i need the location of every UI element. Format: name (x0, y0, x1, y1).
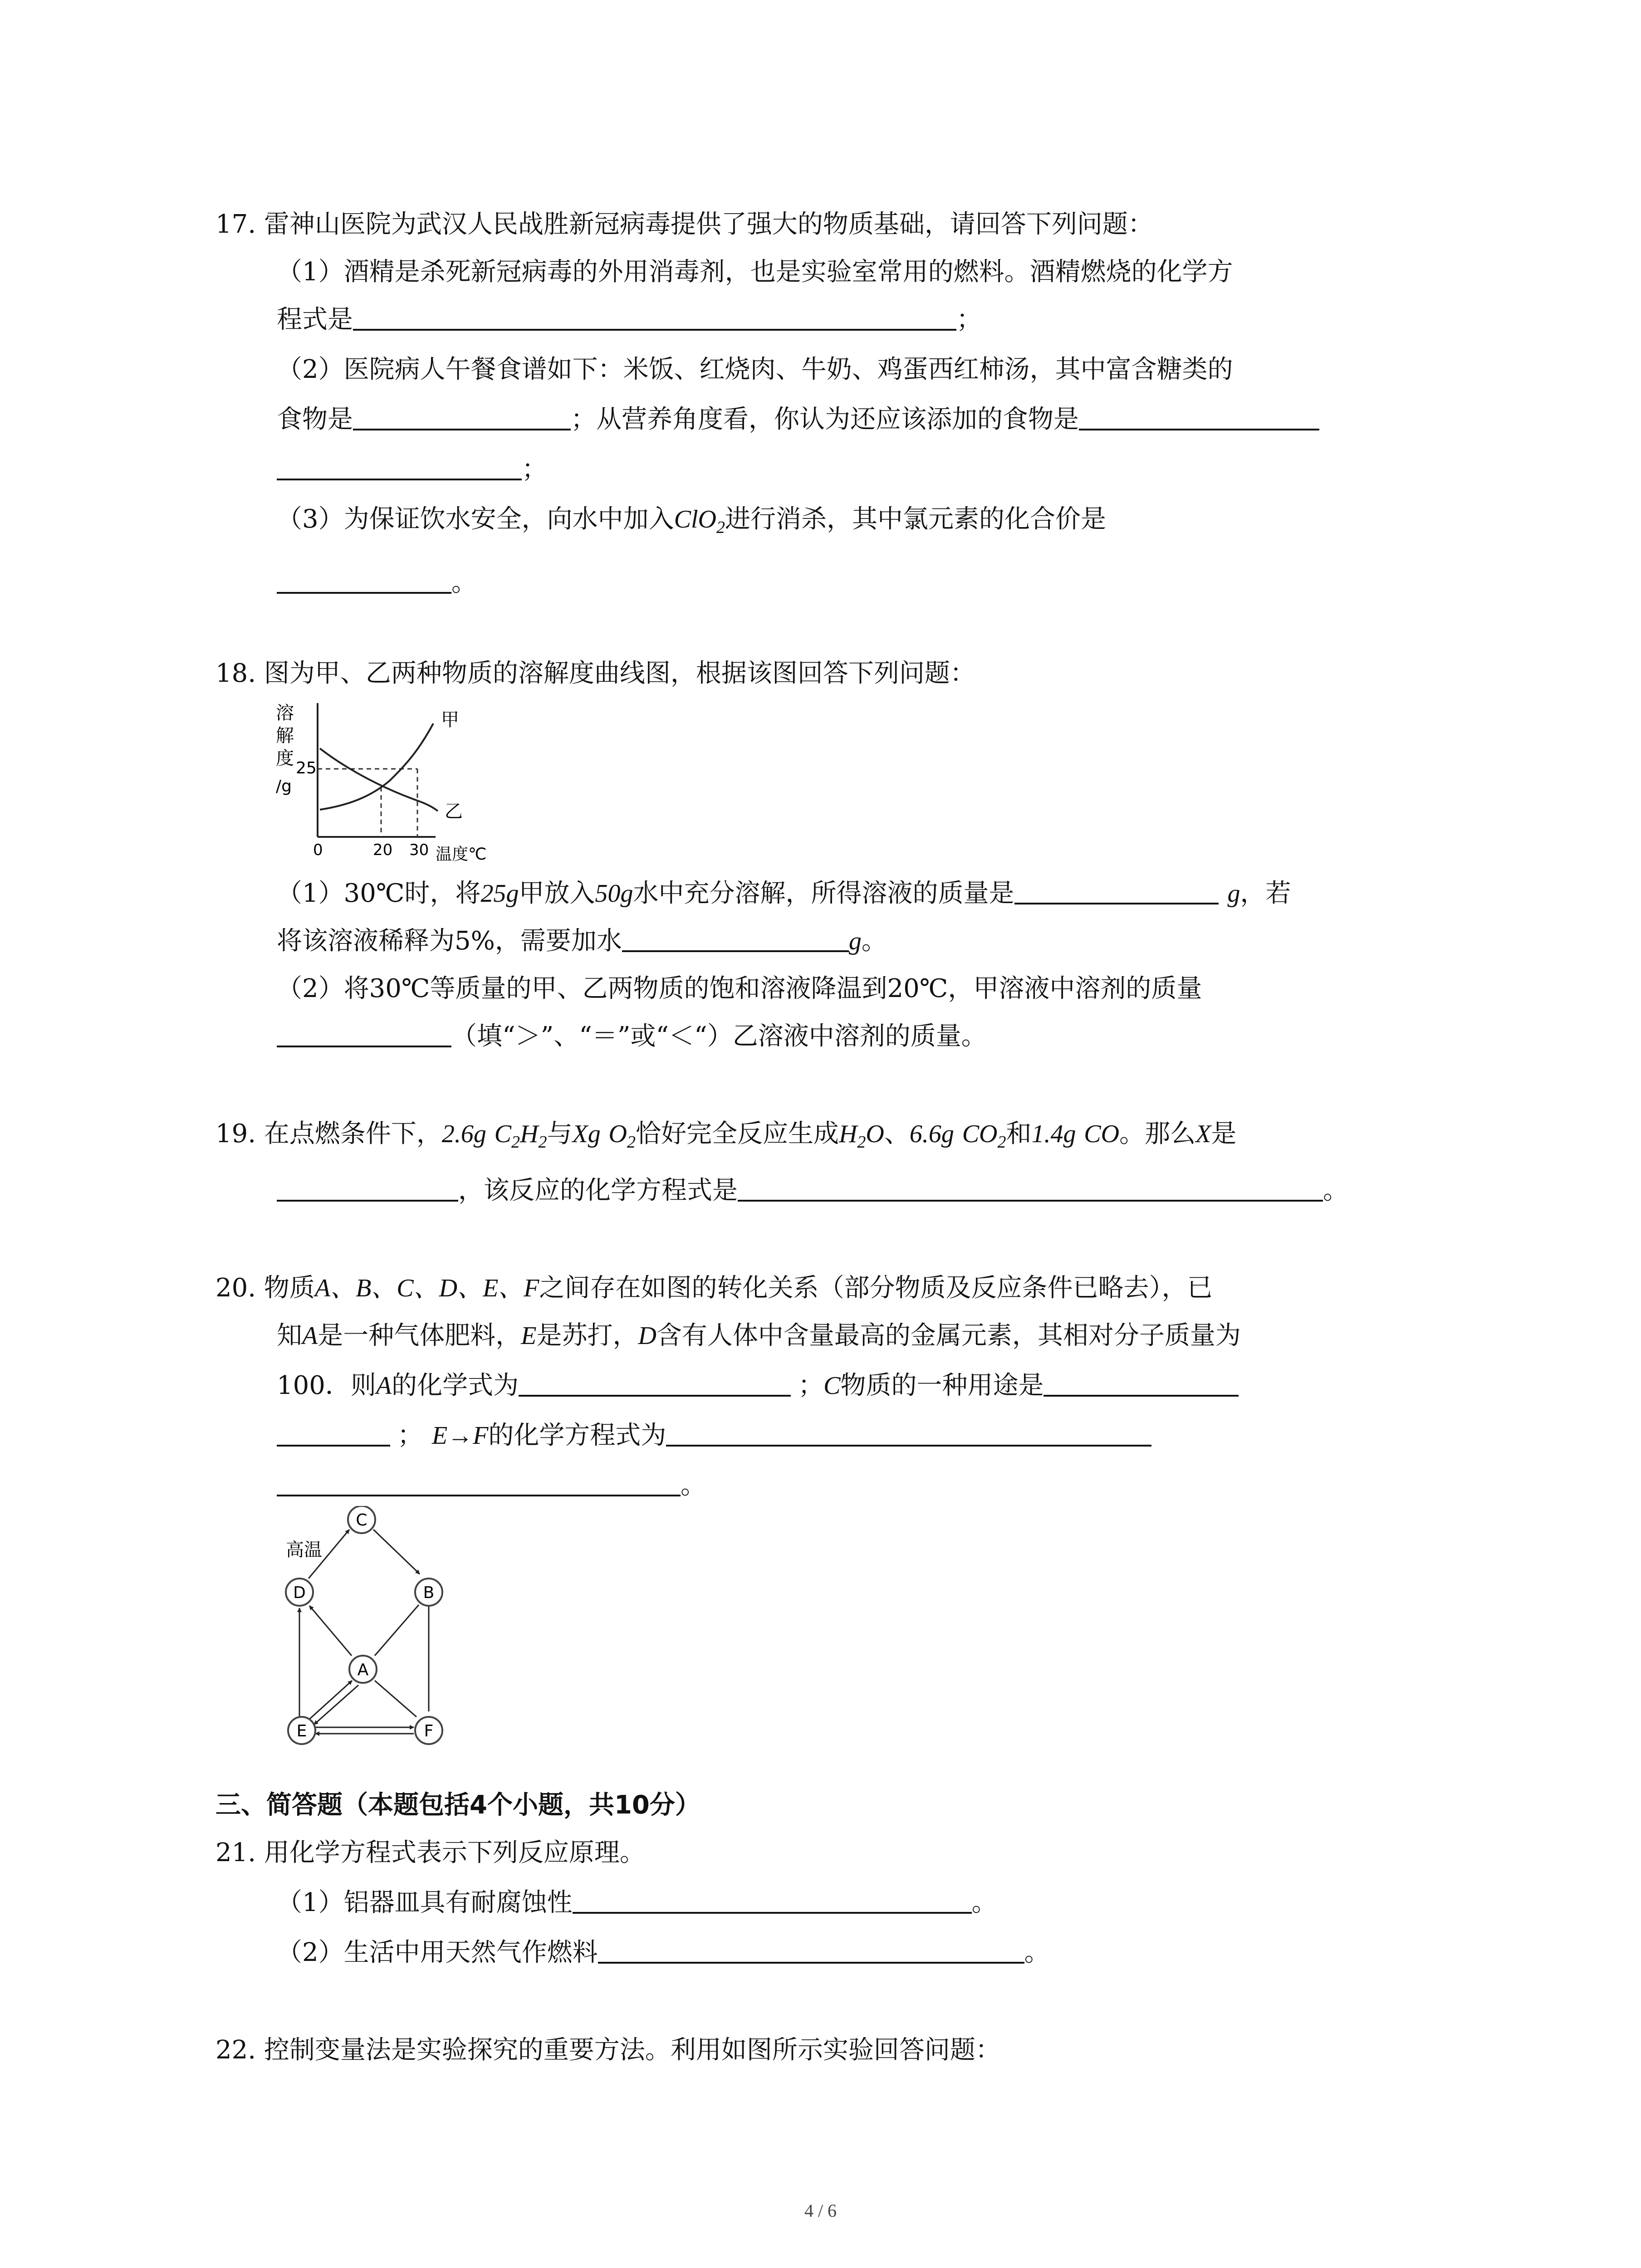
q17-part3-line1 (277, 501, 1106, 546)
q20-l3-a: 100．则 (277, 1371, 376, 1400)
q18-part1-e: 将该溶液稀释为5%，需要加水 (277, 926, 622, 956)
q20-l3-c: ； (798, 1371, 824, 1400)
q19-co: CO (1084, 1120, 1120, 1148)
q19-xg: Xg (572, 1120, 601, 1148)
chart-x-label: 温度℃ (436, 845, 487, 864)
q20-line4 (277, 1418, 1151, 1454)
q19-co2: CO (962, 1120, 998, 1148)
q18-num-25: 25 (480, 880, 506, 908)
q19-c2h2-sub2: 2 (538, 1133, 547, 1152)
section3-title: 三、简答题（本题包括4个小题，共10分） (216, 1790, 700, 1820)
q20-l3-b: 的化学式为 (392, 1371, 519, 1400)
svg-text:D: D (293, 1584, 306, 1602)
chart-y-label-2: 解 (276, 725, 294, 746)
q18-stem: 18. 图为甲、乙两种物质的溶解度曲线图，根据该图回答下列问题： (216, 659, 975, 688)
q18-part1-line2 (277, 923, 887, 959)
q18-part1-a: （1）30℃时，将 (277, 879, 481, 908)
q17-part1-label: 程式是 (277, 305, 353, 334)
q17-clo2-formula: ClO (674, 505, 716, 533)
q21-answer-blank-2[interactable] (598, 1936, 1024, 1964)
q20-line3 (277, 1368, 1239, 1404)
q19-answer-blank-2[interactable] (738, 1174, 1323, 1202)
chart-series-label-yi: 乙 (445, 801, 463, 822)
q18-part1-c: 水中充分溶解，所得溶液的质量是 (633, 879, 1014, 908)
q18-part1-d: ，若 (1240, 879, 1291, 908)
q17-answer-blank-2[interactable] (353, 403, 571, 430)
q20-l1-b: 之间存在如图的转化关系（部分物质及反应条件已略去），已 (539, 1273, 1213, 1303)
node-a (349, 1656, 377, 1683)
q19-mass-3: 1.4 (1031, 1120, 1063, 1148)
q19-line2 (277, 1173, 1348, 1209)
q20-l2-E: E (521, 1322, 537, 1350)
q19-h2o-h: H (838, 1120, 857, 1148)
svg-text:E: E (296, 1722, 307, 1740)
chart-x-tick-20: 20 (373, 841, 393, 859)
q20-answer-blank-2[interactable] (1043, 1369, 1239, 1397)
q19-a: 19. 在点燃条件下， (216, 1119, 442, 1149)
q20-l3-C: C (823, 1372, 841, 1400)
q17-stem: 17. 雷神山医院为武汉人民战胜新冠病毒提供了强大的物质基础，请回答下列问题： (216, 210, 1153, 239)
q22-stem: 22. 控制变量法是实验探究的重要方法。利用如图所示实验回答问题： (216, 2035, 1001, 2065)
q18-unit-g-3: g (1227, 880, 1240, 908)
q19-d: 、 (884, 1119, 910, 1149)
q19-o2-sub: 2 (627, 1133, 636, 1152)
q19-h2o-o: O (866, 1120, 884, 1148)
q20-l3-A: A (376, 1372, 392, 1400)
chart-y-label-3: 度 (276, 748, 294, 769)
q17-part1-end: ； (956, 305, 982, 334)
q19-var-x: X (1195, 1120, 1211, 1148)
q21-part1 (277, 1885, 997, 1921)
q19-c: 恰好完全反应生成 (635, 1119, 839, 1149)
q18-unit-g-1: g (506, 880, 519, 908)
q19-unit-g-1: g (473, 1120, 486, 1148)
edge-c-to-b (373, 1530, 420, 1574)
q19-l2-a: ，该反应的化学方程式是 (458, 1176, 738, 1205)
q17-part2-label-b: ；从营养角度看，你认为还应该添加的食物是 (571, 405, 1079, 434)
q21-part1-end: 。 (971, 1888, 997, 1917)
q17-clo2-subscript: 2 (716, 518, 725, 537)
q20-answer-blank-4[interactable] (666, 1419, 1151, 1447)
q19-c2h2-sub1: 2 (511, 1133, 520, 1152)
q18-part2-line1: （2）将30℃等质量的甲、乙两物质的饱和溶液降温到20℃，甲溶液中溶剂的质量 (277, 974, 1202, 1003)
edge-e-to-a (309, 1681, 352, 1719)
q18-num-50: 50 (595, 880, 621, 908)
q18-answer-blank-2[interactable] (622, 925, 849, 952)
edge-b-to-a (375, 1605, 419, 1656)
q17-part3-end: 。 (451, 568, 477, 597)
q20-l2-d: 含有人体中含量最高的金属元素，其相对分子质量为 (656, 1321, 1241, 1350)
q19-b: 与 (547, 1119, 573, 1149)
q21-stem: 21. 用化学方程式表示下列反应原理。 (216, 1838, 645, 1867)
q17-part3-label-b: 进行消杀，其中氯元素的化合价是 (725, 504, 1106, 534)
q17-part2-line1: （2）医院病人午餐食谱如下：米饭、红烧肉、牛奶、鸡蛋西红柿汤，其中富含糖类的 (277, 355, 1233, 384)
q18-answer-blank-3[interactable] (277, 1020, 451, 1047)
q17-part3-line2 (277, 565, 477, 601)
q18-part2-line2 (277, 1018, 987, 1055)
q20-line2 (277, 1318, 1241, 1354)
q18-unit-g-4: g (848, 927, 862, 955)
q17-answer-blank-1[interactable] (353, 303, 956, 331)
q17-part2-label-a: 食物是 (277, 405, 353, 434)
q20-letters: A、B、C、D、E、F (314, 1274, 539, 1302)
q19-mass-2: 6.6 (909, 1120, 941, 1148)
q17-answer-blank-3[interactable] (1079, 403, 1319, 430)
q19-o2: O (608, 1120, 627, 1148)
svg-text:A: A (357, 1661, 369, 1679)
q19-f: 。那么 (1119, 1119, 1196, 1149)
svg-text:C: C (356, 1511, 367, 1530)
q20-line5 (277, 1467, 706, 1504)
q19-h2o-sub: 2 (857, 1133, 866, 1152)
chart-curve-jia (320, 723, 433, 810)
q20-answer-blank-1[interactable] (519, 1369, 791, 1397)
q20-l4-ef: E→F (432, 1422, 489, 1450)
chart-y-label-4: /g (276, 777, 292, 796)
node-f (415, 1717, 442, 1744)
q17-answer-blank-5[interactable] (277, 567, 451, 594)
chart-y-tick-25: 25 (296, 759, 317, 777)
q21-answer-blank-1[interactable] (573, 1887, 972, 1914)
q19-unit-g-2: g (941, 1120, 954, 1148)
q17-part1-line1: （1）酒精是杀死新冠病毒的外用消毒剂，也是实验室常用的燃料。酒精燃烧的化学方 (277, 257, 1233, 287)
q20-l1-a: 20. 物质 (216, 1273, 315, 1303)
q18-answer-blank-1[interactable] (1014, 877, 1219, 904)
chart-y-label-1: 溶 (276, 703, 294, 723)
chart-curve-yi (320, 748, 438, 811)
q18-part2-b: （填“＞”、“＝”或“＜“）乙溶液中溶剂的质量。 (451, 1022, 987, 1051)
q17-part2-line2 (277, 401, 1319, 438)
q18-part1-end: 。 (861, 926, 887, 956)
q19-e: 和 (1006, 1119, 1032, 1149)
q18-part1-b: 甲放入 (519, 879, 595, 908)
edge-a-to-d (309, 1606, 352, 1656)
q17-answer-blank-4[interactable] (277, 453, 522, 480)
svg-text:B: B (423, 1584, 435, 1602)
edge-a-to-e (314, 1685, 358, 1725)
q21-part1-label: （1）铝器皿具有耐腐蚀性 (277, 1888, 573, 1917)
q19-co2-sub: 2 (997, 1133, 1006, 1152)
q20-l2-D: D (638, 1322, 656, 1350)
q20-l2-A: A (302, 1322, 318, 1350)
q20-l2-c: 是苏打， (536, 1321, 638, 1350)
transformation-diagram (272, 1506, 472, 1751)
edge-a-to-f (375, 1681, 416, 1717)
q19-c2h2-c: C (494, 1120, 512, 1148)
q20-l3-d: 物质的一种用途是 (840, 1371, 1044, 1400)
q20-l5-end: 。 (681, 1471, 706, 1500)
q21-part2 (277, 1935, 1050, 1971)
q17-part2-line3 (277, 451, 547, 488)
q19-line1 (216, 1116, 1236, 1160)
node-c (348, 1506, 375, 1533)
q20-l4-b: 的化学方程式为 (488, 1421, 666, 1450)
node-b (415, 1579, 442, 1606)
q17-part3-label-a: （3）为保证饮水安全，向水中加入 (277, 504, 674, 534)
q20-answer-blank-3[interactable] (277, 1419, 390, 1447)
q19-unit-g-3: g (1063, 1120, 1076, 1148)
q21-part2-label: （2）生活中用天然气作燃料 (277, 1938, 598, 1967)
q18-unit-g-2: g (620, 880, 633, 908)
q17-part2-end: ； (522, 455, 547, 484)
node-d (286, 1579, 313, 1606)
q20-l2-a: 知 (277, 1321, 302, 1350)
diagram-label-gaowen: 高温 (286, 1540, 322, 1560)
q18-part1-line1 (277, 875, 1291, 912)
q17-part1-line2 (277, 302, 982, 338)
q20-line1 (216, 1270, 1212, 1306)
q20-l2-b: 是一种气体肥料， (318, 1321, 521, 1350)
page-number: 4 / 6 (804, 2200, 837, 2221)
q19-g: 是 (1211, 1119, 1237, 1149)
q19-mass-1: 2.6 (441, 1120, 474, 1148)
q21-part2-end: 。 (1024, 1938, 1050, 1967)
q20-answer-blank-5[interactable] (277, 1469, 681, 1496)
q19-answer-blank-1[interactable] (277, 1174, 458, 1202)
q20-l4-a: ； (397, 1421, 423, 1450)
q19-l2-end: 。 (1323, 1176, 1348, 1205)
chart-x-tick-0: 0 (313, 841, 323, 859)
solubility-curve-chart (268, 699, 540, 871)
svg-text:F: F (424, 1722, 434, 1740)
node-e (288, 1717, 315, 1744)
chart-x-tick-30: 30 (409, 841, 429, 859)
chart-series-label-jia: 甲 (441, 709, 459, 730)
q19-c2h2-h: H (520, 1120, 539, 1148)
